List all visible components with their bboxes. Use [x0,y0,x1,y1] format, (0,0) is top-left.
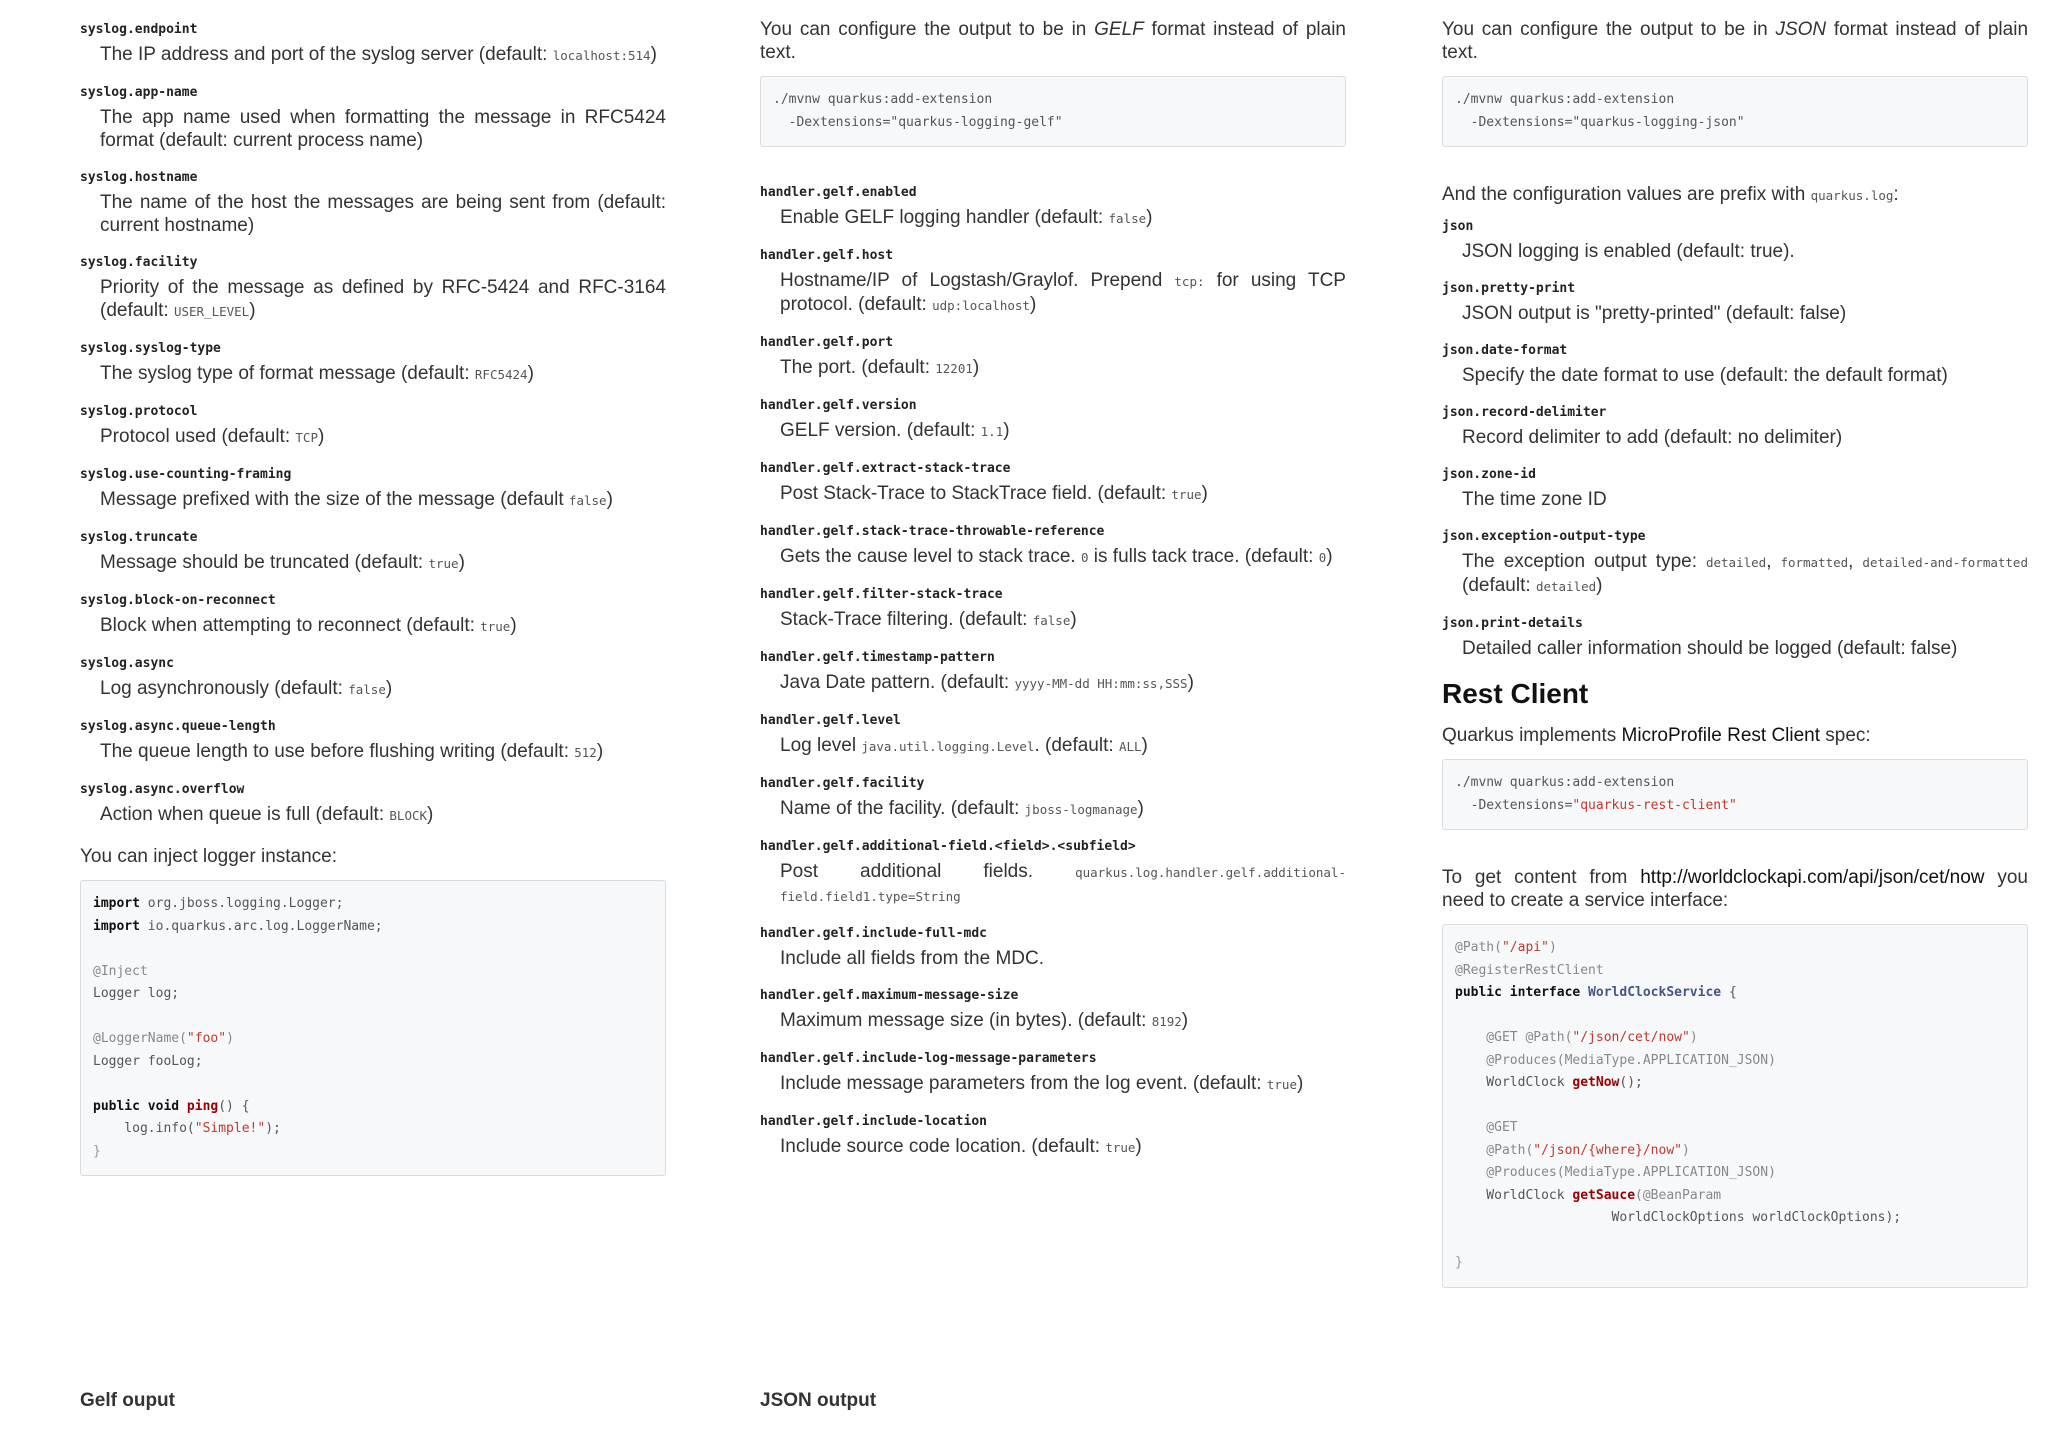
code-token: -Dextensions= [1455,797,1573,813]
config-description [780,797,1346,821]
config-description-text: Hostname/IP of Logstash/Graylof. Prepend [780,270,1175,291]
config-description-text: The exception output type: [1462,551,1706,572]
config-entry [1442,467,2028,511]
config-description-text: ) [650,44,657,65]
config-description-text: ) [596,741,604,762]
config-default-code: detailed [1705,555,1767,570]
config-description [100,614,666,638]
gelf-config-list [760,185,1346,1159]
config-description-text: Record delimiter to add (default: no delimiter) [1462,427,1843,448]
config-description-text: ) [1146,207,1153,228]
config-description-text: ) [1137,798,1144,819]
config-key: json [1442,219,1474,234]
code-token: getSauce [1572,1187,1636,1203]
config-description-text: The name of the host the messages are being sent from (default: current hostname) [100,192,666,236]
code-token: ping [179,1098,219,1114]
code-token: -Dextensions="quarkus-logging-gelf" [773,114,1063,130]
config-key: handler.gelf.maximum-message-size [760,988,1019,1003]
config-entry [1442,529,2028,598]
config-description-text: Include all fields from the MDC. [780,948,1044,969]
config-default-code: 512 [574,745,597,760]
config-key: handler.gelf.extract-stack-trace [760,461,1011,476]
config-default-code: localhost:514 [552,48,651,63]
config-description [1462,637,2028,660]
config-description-text: ) [1003,420,1010,441]
config-entry [80,467,666,512]
gelf-intro [760,18,1346,64]
config-default-code: USER_LEVEL [173,304,250,319]
code-token: { [1721,985,1737,1000]
config-key: handler.gelf.stack-trace-throwable-reference [760,524,1105,539]
config-description [780,206,1346,230]
config-default-code: true [428,556,459,571]
config-key: handler.gelf.include-full-mdc [760,926,987,941]
code-token: (); [1619,1075,1643,1090]
config-description [780,671,1346,695]
config-entry [760,713,1346,758]
config-key: handler.gelf.include-log-message-parameters [760,1051,1097,1066]
code-token: WorldClockService [1580,985,1722,1000]
config-description-text: (default: [1462,575,1536,596]
config-key: json.record-delimiter [1442,405,1607,420]
config-entry [760,524,1346,569]
rest-intro-text: Quarkus implements [1442,725,1622,746]
code-token: "/api" [1501,940,1549,955]
config-default-code: false [348,682,386,697]
config-key: syslog.app-name [80,85,198,100]
config-entry [760,335,1346,380]
code-token: ) [1682,1142,1690,1158]
config-description-text: The queue length to use before flushing writing (default: [100,741,575,762]
config-key: json.print-details [1442,616,1583,631]
config-description-text: Block when attempting to reconnect (default: [100,615,481,636]
code-token: } [1455,1255,1463,1270]
config-default-code: java.util.logging.Level [861,739,1035,754]
gelf-output-heading: Gelf ouput [80,1390,175,1411]
code-token: ) [226,1031,234,1046]
config-entry [80,656,666,701]
code-token: org.jboss.logging.Logger; [139,896,344,911]
config-description-text: GELF version. (default: [780,420,981,441]
json-prefix-text: And the configuration values are prefix with [1442,184,1811,205]
config-entry [80,255,666,323]
config-key: handler.gelf.host [760,248,894,263]
code-token: "/json/cet/now" [1572,1030,1690,1045]
inject-intro: You can inject logger instance: [80,846,338,867]
config-key: syslog.use-counting-framing [80,467,292,482]
config-description-text: ) [1135,1136,1142,1157]
config-default-code: TCP [295,430,318,445]
microprofile-rest-client-link[interactable]: MicroProfile Rest Client [1621,725,1821,746]
rest-install-command [1442,759,2028,830]
json-intro [1442,18,2028,64]
json-config-list [1442,219,2028,660]
config-description-text: , [1766,551,1781,572]
rest-get-text: you need to create a service interface: [1442,867,2029,911]
config-entry [80,22,666,67]
config-description [1462,240,2028,263]
config-description [100,276,666,323]
config-key: syslog.syslog-type [80,341,221,356]
config-default-code: 0 [1080,550,1089,565]
config-default-code: 12201 [935,361,973,376]
config-entry [760,650,1346,695]
config-description [780,1009,1346,1033]
config-description [1462,488,2028,511]
config-default-code: detailed [1535,579,1597,594]
config-description [100,488,666,512]
code-token: @Inject [93,963,148,979]
rest-get-content [1442,866,2028,912]
config-description-text: Detailed caller information should be logged (default: false) [1462,638,1958,659]
config-description-text: ) [606,489,613,510]
config-description-text: The app name used when formatting the message in RFC5424 format (default: current process name) [100,107,666,151]
config-description [100,425,666,449]
config-entry [80,719,666,764]
config-entry [760,587,1346,632]
config-description-text: ) [1326,546,1333,567]
config-description-text: Post additional fields. [780,861,1076,882]
config-description [100,740,666,764]
code-token: log.info( [93,1121,195,1136]
config-description-text: Action when queue is full (default: [100,804,390,825]
code-token: getNow [1572,1075,1620,1090]
config-description-text: ) [1296,1073,1304,1094]
code-token: public interface [1455,985,1581,1000]
code-token: Logger log; [93,986,180,1001]
json-install-command [1442,76,2028,147]
config-key: handler.gelf.include-location [760,1114,987,1129]
config-description [780,1072,1346,1096]
config-default-code: tcp: [1174,274,1205,289]
config-key: syslog.truncate [80,530,198,545]
config-description [100,43,666,67]
config-entry [80,85,666,152]
config-default-code: RFC5424 [474,367,528,382]
config-default-code: false [1032,613,1071,628]
config-key: handler.gelf.filter-stack-trace [760,587,1003,602]
config-entry [1442,616,2028,660]
code-token: ./mvnw quarkus:add-extension [1455,92,1675,107]
config-description [1462,550,2028,598]
config-entry [80,404,666,449]
config-description [100,191,666,237]
gelf-column [760,18,1346,1177]
code-token: ) [1689,1030,1698,1045]
config-description [780,269,1346,317]
code-token: () { [218,1098,250,1114]
code-token: "foo" [186,1031,227,1046]
config-entry [80,170,666,237]
config-entry [760,839,1346,908]
config-entry [760,461,1346,506]
worldclockapi-link[interactable]: http://worldclockapi.com/api/json/cet/now [1640,867,1985,888]
config-key: syslog.async.queue-length [80,719,276,734]
rest-client-heading: Rest Client [1442,678,1589,709]
config-default-code: yyyy-MM-dd HH:mm:ss,SSS [1014,676,1188,691]
config-description [780,860,1346,908]
syslog-config-list [80,22,666,827]
config-description-text: Include source code location. (default: [780,1136,1106,1157]
config-default-code: jboss-logmanage [1024,802,1138,817]
config-description-text: ) [1070,609,1077,630]
config-description [100,362,666,386]
config-entry [1442,281,2028,325]
gelf-intro-text: format instead of plain text. [760,19,1347,63]
config-default-code: 0 [1318,550,1327,565]
config-entry [1442,405,2028,449]
code-token: } [93,1143,101,1159]
code-token: public void [93,1098,180,1114]
config-key: syslog.hostname [80,170,198,185]
config-key: json.pretty-print [1442,281,1576,296]
rest-service-code-block [1442,924,2028,1288]
config-description-text: Stack-Trace filtering. (default: [780,609,1033,630]
config-default-code: false [1108,211,1147,226]
code-token: import [93,896,140,911]
config-description [100,803,666,827]
code-token: (@BeanParam [1635,1187,1722,1203]
config-default-code: BLOCK [389,808,428,823]
rest-intro [1442,724,2028,747]
config-key: handler.gelf.additional-field.<field>.<subfield> [760,839,1136,854]
config-description [780,947,1346,970]
config-entry [760,926,1346,970]
code-token: @LoggerName( [93,1031,187,1046]
code-token: import [93,918,140,934]
config-description-text: ) [385,678,393,699]
config-description-text: Include message parameters from the log event. (default: [780,1073,1267,1094]
config-description-text: ) [1596,575,1603,596]
config-description-text: Name of the facility. (default: [780,798,1025,819]
code-token: @GET @Path( [1455,1030,1573,1045]
config-key: syslog.protocol [80,404,198,419]
config-entry [1442,219,2028,263]
config-description-text: Java Date pattern. (default: [780,672,1015,693]
config-description-text: ) [1187,672,1194,693]
json-prefix-code: quarkus.log [1810,188,1894,203]
json-intro-text: format instead of plain text. [1442,19,2029,63]
code-token: @Path( [1455,940,1502,955]
config-description-text: Priority of the message as defined by RFC-5424 and RFC-3164 (default: [100,277,666,321]
logger-code-block [80,880,666,1176]
config-entry [760,248,1346,317]
config-key: handler.gelf.facility [760,776,925,791]
code-token: "quarkus-rest-client" [1572,797,1737,813]
config-description-text: Enable GELF logging handler (default: [780,207,1109,228]
config-key: handler.gelf.timestamp-pattern [760,650,995,665]
config-default-code: false [568,493,607,508]
config-description-text: Message prefixed with the size of the message (default [100,489,569,510]
code-token: @Produces(MediaType.APPLICATION_JSON) [1455,1052,1776,1068]
code-token: ) [1548,940,1557,955]
config-description-text: Log level [780,735,862,756]
code-token: -Dextensions="quarkus-logging-json" [1455,114,1745,130]
code-token: @Produces(MediaType.APPLICATION_JSON) [1455,1165,1776,1180]
config-description-text: ) [1029,294,1037,315]
config-key: json.date-format [1442,343,1568,358]
config-default-code: udp:localhost [932,298,1030,313]
json-intro-emphasis: JSON [1775,19,1827,40]
config-description-text: for using TCP protocol. (default: [780,270,1346,315]
code-token: WorldClockOptions worldClockOptions); [1455,1210,1902,1225]
config-description-text: ) [510,615,517,636]
config-key: json.exception-output-type [1442,529,1646,544]
config-entry [80,341,666,386]
config-description [780,1135,1346,1159]
json-intro-text: You can configure the output to be in [1442,19,1776,40]
config-entry [760,1114,1346,1159]
config-description-text: ) [1181,1010,1189,1031]
rest-intro-text: spec: [1820,725,1871,746]
config-default-code: true [1105,1140,1136,1155]
config-description-text: The port. (default: [780,357,936,378]
config-description-text: ) [972,357,980,378]
config-entry [80,530,666,575]
config-description-text: ) [1201,483,1208,504]
config-description-text: Gets the cause level to stack trace. [780,546,1081,567]
config-key: syslog.async [80,656,174,671]
config-key: syslog.facility [80,255,198,270]
code-token: ./mvnw quarkus:add-extension [1455,775,1675,790]
config-description-text: Post Stack-Trace to StackTrace field. (default: [780,483,1172,504]
json-prefix-note [1442,183,2028,207]
code-token: ); [265,1121,281,1136]
config-default-code: formatted [1780,555,1849,570]
config-default-code: 8192 [1151,1014,1182,1029]
config-description [780,545,1346,569]
config-description [780,608,1346,632]
config-description [1462,364,2028,387]
code-token: "Simple!" [194,1121,266,1136]
code-token: io.quarkus.arc.log.LoggerName; [139,918,383,934]
config-description [1462,426,2028,449]
config-description-text: The time zone ID [1462,489,1607,510]
config-description [1462,302,2028,325]
syslog-column [80,18,666,1196]
config-entry [760,988,1346,1033]
config-default-code: ALL [1118,739,1142,754]
config-default-code: true [1171,487,1202,502]
config-key: syslog.async.overflow [80,782,245,797]
config-default-code: quarkus.log.handler.gelf.additional-field.field1.type=String [780,865,1346,904]
config-description-text: JSON output is "pretty-printed" (default: false) [1462,303,1847,324]
json-column [1442,18,2028,1308]
code-token: WorldClock [1455,1075,1573,1090]
config-description [100,106,666,152]
config-key: json.zone-id [1442,467,1536,482]
config-description-text: ) [317,426,325,447]
rest-get-text: To get content from [1442,867,1641,888]
config-entry [1442,343,2028,387]
code-token: "/json/{where}/now" [1533,1142,1682,1158]
gelf-intro-emphasis: GELF [1094,19,1144,40]
config-description-text: The IP address and port of the syslog server (default: [100,44,553,65]
config-description-text: . (default: [1034,735,1119,756]
gelf-install-command [760,76,1346,147]
config-default-code: true [480,619,511,634]
config-description [780,482,1346,506]
config-key: handler.gelf.level [760,713,901,728]
config-default-code: 1.1 [980,424,1004,439]
config-description-text: Protocol used (default: [100,426,296,447]
config-description-text: ) [427,804,434,825]
code-token: ./mvnw quarkus:add-extension [773,92,993,107]
code-token: Logger fooLog; [93,1053,203,1069]
config-description [780,734,1346,758]
config-description [780,356,1346,380]
config-entry [760,1051,1346,1096]
config-entry [760,185,1346,230]
code-token: @Path( [1455,1142,1534,1158]
config-key: handler.gelf.enabled [760,185,917,200]
config-description-text: Message should be truncated (default: [100,552,429,573]
config-entry [80,782,666,827]
config-key: handler.gelf.version [760,398,917,413]
config-description-text: Maximum message size (in bytes). (default: [780,1010,1152,1031]
config-description-text: Specify the date format to use (default: the default format) [1462,365,1948,386]
config-entry [760,398,1346,443]
config-description [100,551,666,575]
config-key: syslog.block-on-reconnect [80,593,276,608]
gelf-intro-text: You can configure the output to be in [760,19,1095,40]
json-output-heading: JSON output [760,1390,877,1411]
config-description-text: The syslog type of format message (default: [100,363,475,384]
code-token: WorldClock [1455,1187,1573,1203]
config-entry [760,776,1346,821]
config-description-text: Log asynchronously (default: [100,678,349,699]
config-default-code: true [1266,1077,1297,1092]
json-prefix-text: : [1893,184,1899,205]
code-token: @GET [1455,1120,1518,1135]
config-default-code: detailed-and-formatted [1862,555,2028,570]
config-description-text: ) [458,552,465,573]
config-description-text: ) [1141,735,1148,756]
config-key: handler.gelf.port [760,335,894,350]
config-description [100,677,666,701]
config-description [780,419,1346,443]
config-description-text: is fulls tack trace. (default: [1088,546,1319,567]
config-entry [80,593,666,638]
config-description-text: , [1848,551,1863,572]
code-token: @RegisterRestClient [1455,962,1604,978]
config-key: syslog.endpoint [80,22,198,37]
config-description-text: ) [527,363,534,384]
config-description-text: JSON logging is enabled (default: true). [1462,241,1795,262]
config-description-text: ) [249,300,256,321]
